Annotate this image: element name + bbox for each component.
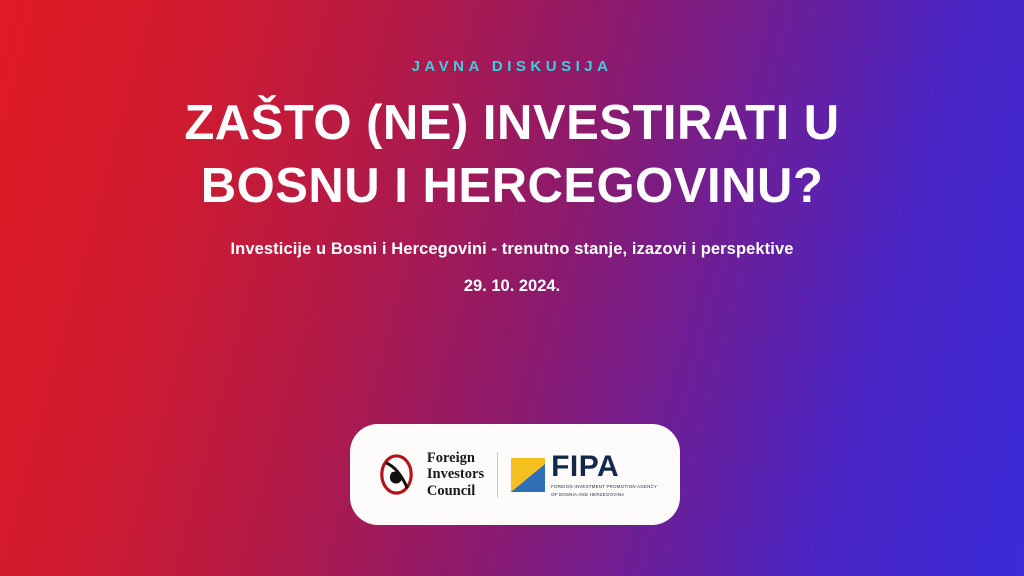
fipa-sub-line-1: FOREIGN INVESTMENT PROMOTION AGENCY xyxy=(551,483,658,489)
page-title xyxy=(0,92,1024,217)
fipa-word: FIPA xyxy=(551,449,620,483)
fipa-sub-line-2: OF BOSNIA AND HERZEGOVINA xyxy=(551,491,625,497)
fic-ring-icon xyxy=(373,451,420,498)
fipa-square-icon xyxy=(511,458,545,492)
foreign-investors-council-logo xyxy=(373,450,484,499)
fic-line-1: Foreign xyxy=(426,449,475,466)
slide-eyebrow: JAVNA DISKUSIJA xyxy=(411,58,613,75)
logo-plate xyxy=(350,424,680,525)
fipa-logo xyxy=(511,449,658,498)
fic-wordmark xyxy=(427,450,484,499)
slide-subtitle: Investicije u Bosni i Hercegovini - trenutno stanje, izazovi i perspektive xyxy=(230,240,794,258)
logo-divider xyxy=(497,452,498,498)
slide-date: 29. 10. 2024. xyxy=(463,277,561,295)
title-line-2: BOSNU I HERCEGOVINU? xyxy=(200,158,824,213)
title-line-1: ZAŠTO (NE) INVESTIRATI U xyxy=(184,96,840,150)
fipa-wordmark xyxy=(551,449,658,498)
fic-line-3: Council xyxy=(426,482,476,499)
fic-line-2: Investors xyxy=(426,466,485,483)
